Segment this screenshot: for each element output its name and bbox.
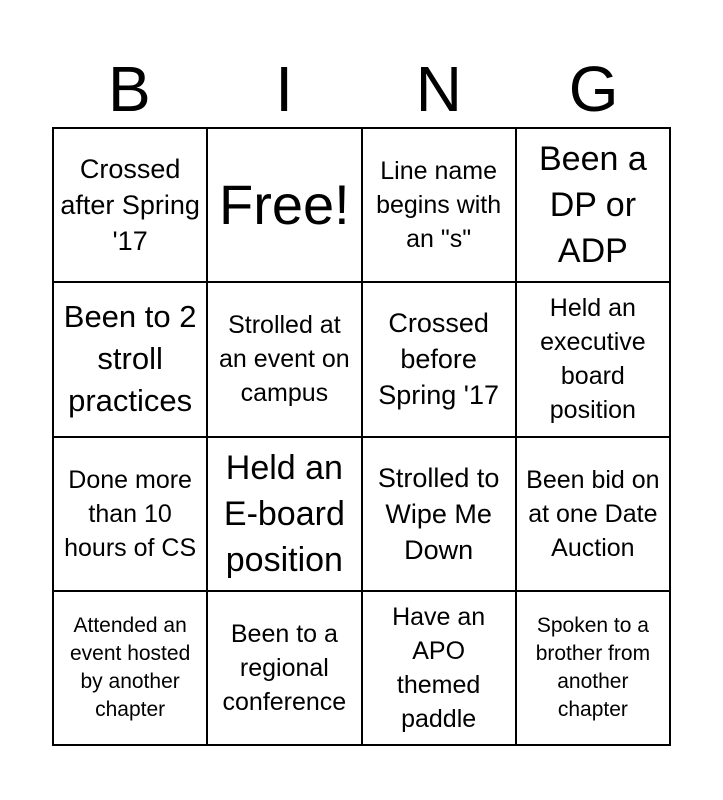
- bingo-cell[interactable]: [54, 129, 208, 283]
- cell-text: Been to a regional conference: [222, 619, 347, 716]
- cell-text: Strolled to Wipe Me Down: [377, 462, 500, 565]
- cell-text: Held an executive board position: [540, 294, 646, 425]
- bingo-cell[interactable]: [517, 283, 671, 437]
- header-letter-i: I: [275, 53, 294, 125]
- bingo-header: [52, 52, 671, 126]
- header-letter-b: B: [108, 53, 151, 125]
- bingo-cell[interactable]: [208, 438, 362, 592]
- bingo-cell[interactable]: [363, 438, 517, 592]
- bingo-cell[interactable]: [517, 438, 671, 592]
- cell-text: Held an E-board position: [223, 448, 345, 579]
- cell-text: Crossed before Spring '17: [378, 308, 499, 411]
- cell-text: Spoken to a brother from another chapter: [535, 613, 651, 721]
- cell-text: Been bid on at one Date Auction: [526, 465, 660, 562]
- cell-text: Been a DP or ADP: [538, 140, 647, 271]
- cell-text: Strolled at an event on campus: [219, 311, 350, 408]
- bingo-cell[interactable]: [517, 592, 671, 746]
- cell-text: Have an APO themed paddle: [392, 602, 486, 733]
- cell-text: Line name begins with an "s": [376, 157, 502, 254]
- cell-text: Done more than 10 hours of CS: [64, 465, 197, 562]
- bingo-cell[interactable]: [363, 129, 517, 283]
- header-letter-n: N: [415, 53, 462, 125]
- bingo-cell[interactable]: [363, 592, 517, 746]
- bingo-cell[interactable]: [54, 283, 208, 437]
- cell-text: Crossed after Spring '17: [60, 154, 200, 257]
- bingo-cell[interactable]: [54, 438, 208, 592]
- cell-text: Been to 2 stroll practices: [63, 299, 197, 419]
- header-letter-g: G: [568, 53, 619, 125]
- cell-text: Attended an event hosted by another chapter: [69, 613, 191, 721]
- free-space-text: Free!: [219, 173, 350, 237]
- bingo-cell[interactable]: [363, 283, 517, 437]
- free-space-cell[interactable]: [208, 129, 362, 283]
- bingo-cell[interactable]: [517, 129, 671, 283]
- bingo-cell[interactable]: [208, 283, 362, 437]
- bingo-grid: [52, 127, 671, 746]
- bingo-cell[interactable]: [208, 592, 362, 746]
- bingo-cell[interactable]: [54, 592, 208, 746]
